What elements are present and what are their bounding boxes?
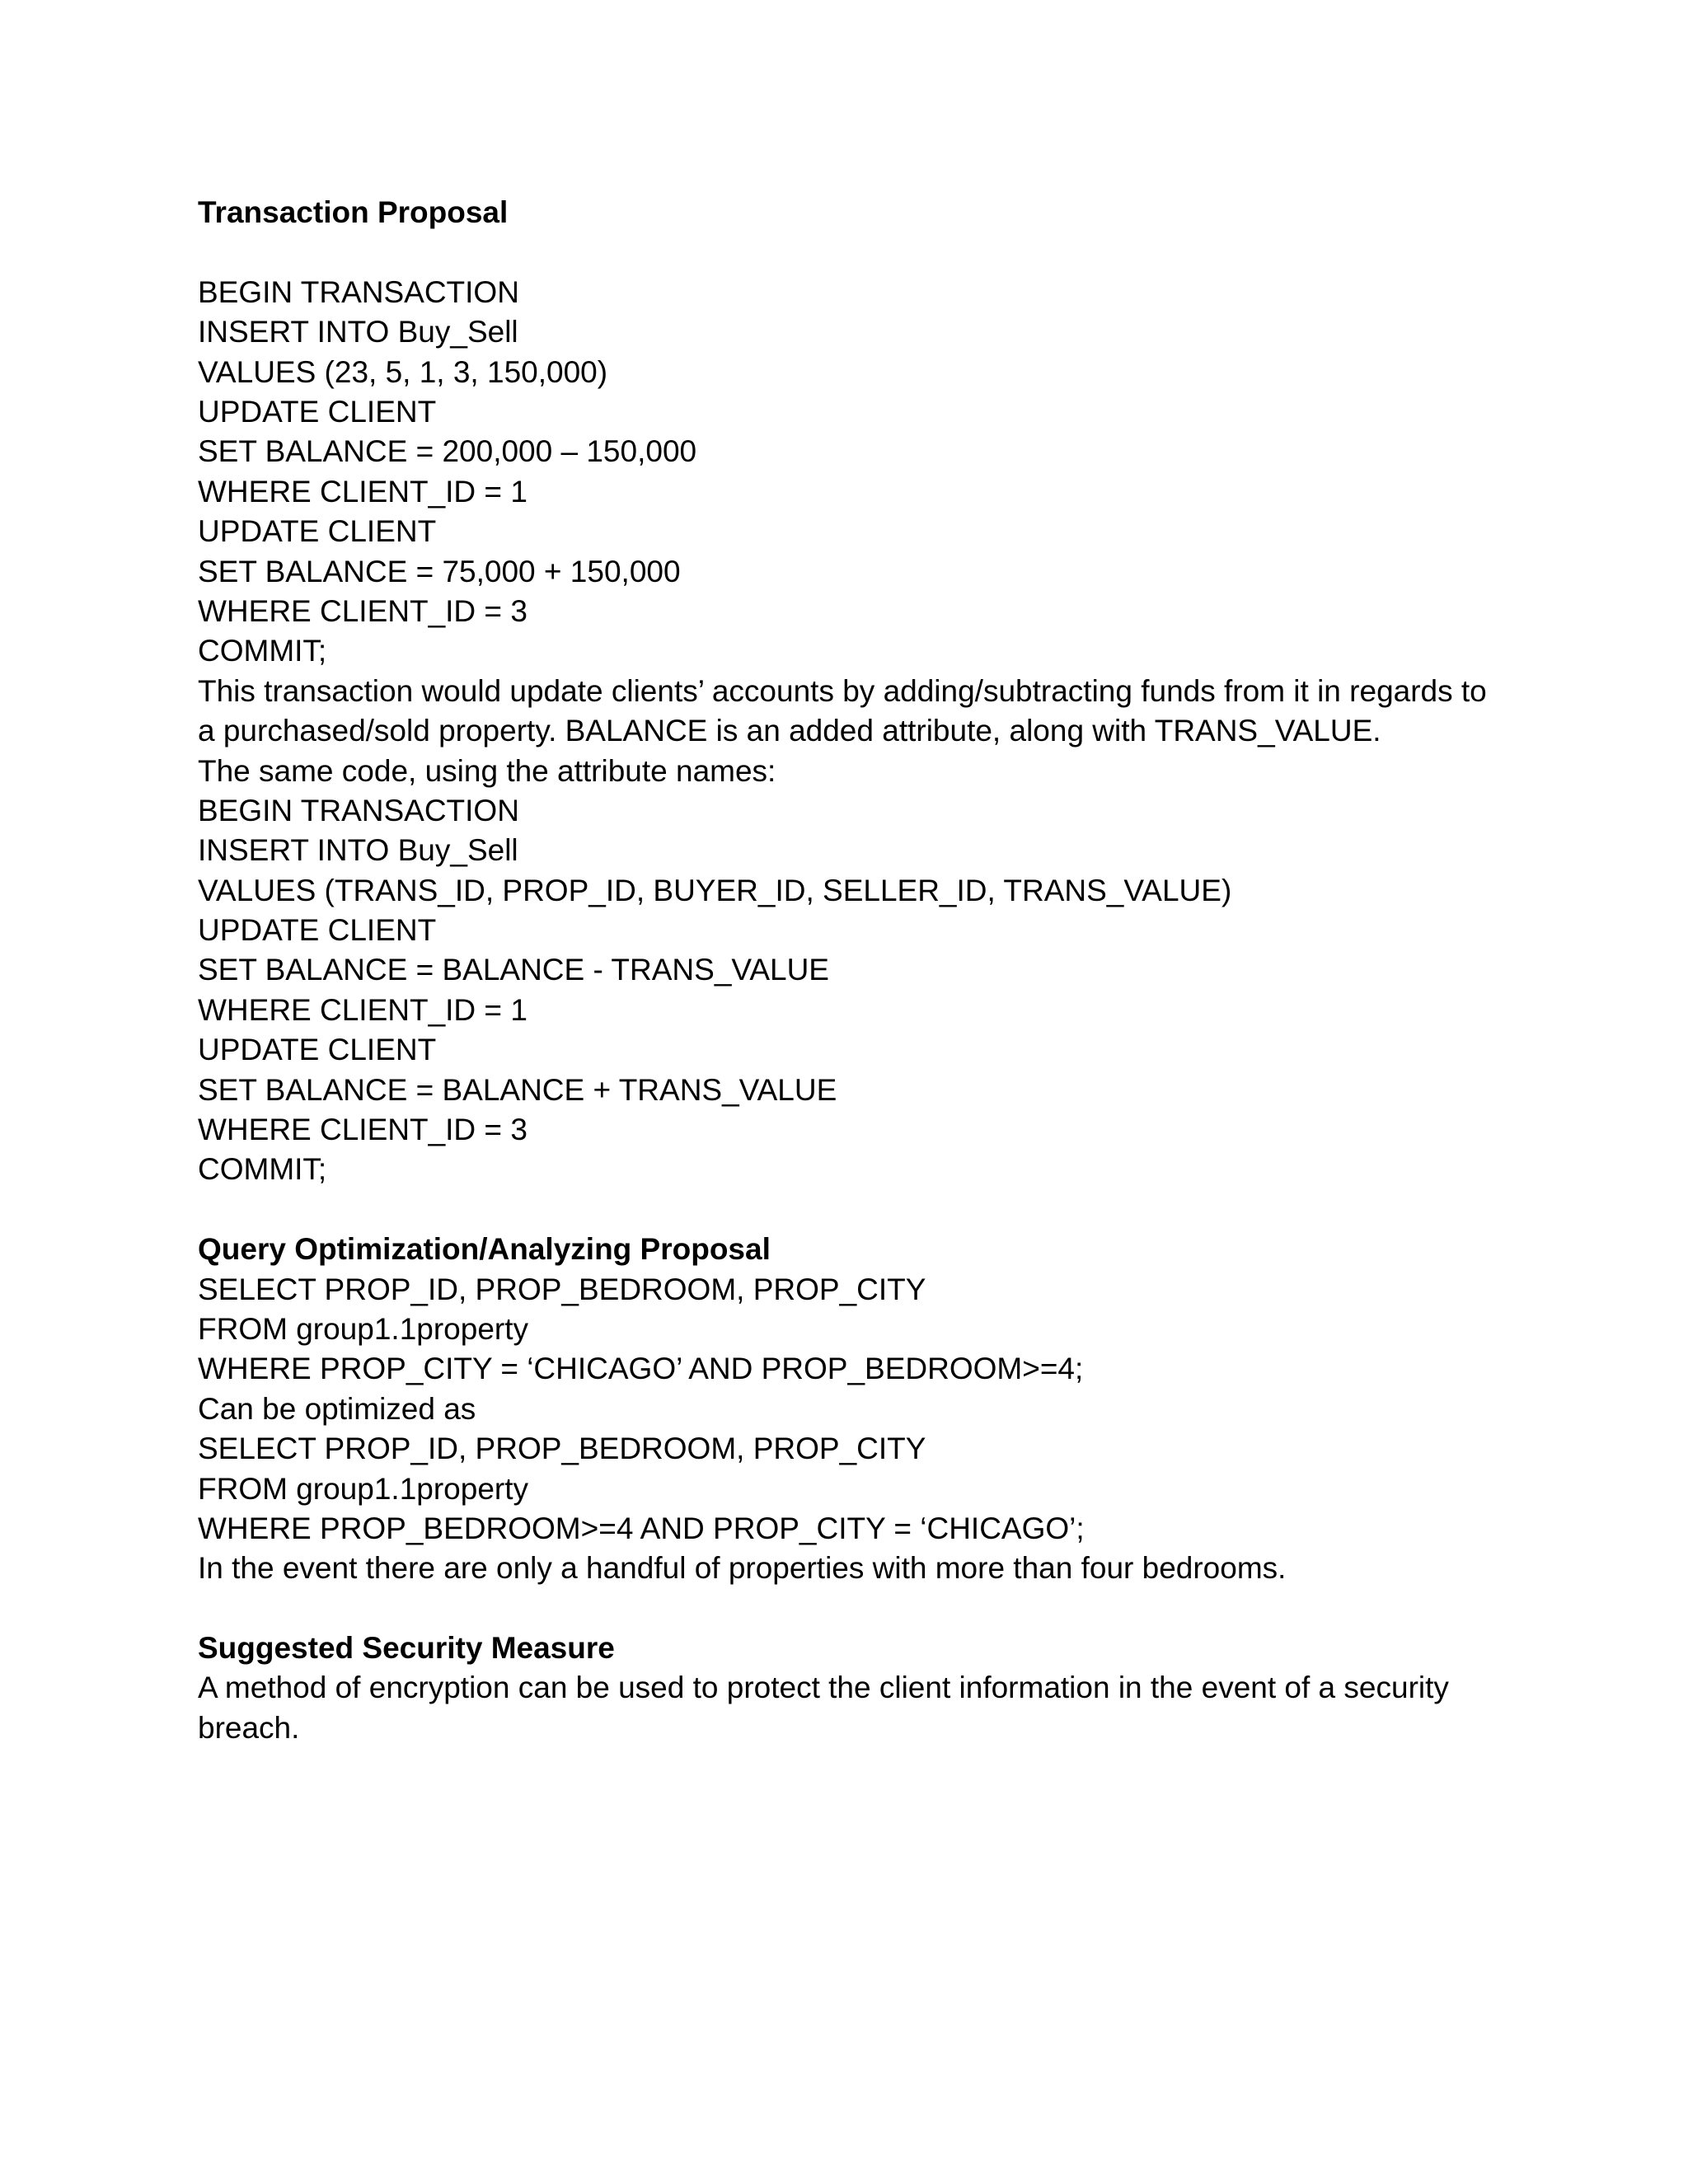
spacer (198, 1589, 1500, 1629)
code-line: VALUES (TRANS_ID, PROP_ID, BUYER_ID, SELLER_ID, TRANS_VALUE) (198, 873, 1232, 907)
code-line: UPDATE CLIENT (198, 394, 437, 429)
code-line: UPDATE CLIENT (198, 514, 437, 549)
code-line: BEGIN TRANSACTION (198, 793, 519, 827)
query-line: WHERE PROP_BEDROOM>=4 AND PROP_CITY = ‘CHICAGO’; (198, 1511, 1085, 1545)
query-line: FROM group1.1property (198, 1471, 529, 1506)
query-line: SELECT PROP_ID, PROP_BEDROOM, PROP_CITY (198, 1432, 926, 1466)
section-title-transaction: Transaction Proposal (198, 195, 509, 229)
code-line: WHERE CLIENT_ID = 3 (198, 593, 528, 628)
query-line: SELECT PROP_ID, PROP_BEDROOM, PROP_CITY (198, 1272, 926, 1306)
spacer (198, 232, 1500, 272)
sql-block-literal (198, 273, 1500, 672)
code-line: WHERE CLIENT_ID = 1 (198, 474, 528, 509)
code-line: SET BALANCE = 200,000 – 150,000 (198, 434, 697, 469)
same-code-intro: The same code, using the attribute names: (198, 753, 776, 788)
sql-block-attributes (198, 791, 1500, 1190)
security-text: A method of encryption can be used to protect the client information in the event of a security breach. (198, 1671, 1449, 1745)
code-line: COMMIT; (198, 634, 327, 668)
section-title-query: Query Optimization/Analyzing Proposal (198, 1232, 771, 1267)
query-line: WHERE PROP_CITY = ‘CHICAGO’ AND PROP_BEDROOM>=4; (198, 1352, 1084, 1386)
code-line: BEGIN TRANSACTION (198, 274, 519, 309)
code-line: UPDATE CLIENT (198, 1033, 437, 1067)
query-block (198, 1270, 1500, 1589)
code-line: INSERT INTO Buy_Sell (198, 315, 518, 349)
code-line: SET BALANCE = BALANCE - TRANS_VALUE (198, 953, 829, 987)
code-line: WHERE CLIENT_ID = 3 (198, 1113, 528, 1147)
document-body (198, 193, 1500, 1748)
code-line: SET BALANCE = 75,000 + 150,000 (198, 554, 681, 588)
spacer (198, 1190, 1500, 1230)
transaction-explanation: This transaction would update clients’ accounts by adding/subtracting funds from it in regards to a purchased/sold property. BALANCE is an added attribute, along with TRANS_VALUE. (198, 673, 1487, 748)
code-line: INSERT INTO Buy_Sell (198, 833, 518, 868)
section-title-security: Suggested Security Measure (198, 1631, 615, 1666)
code-line: VALUES (23, 5, 1, 3, 150,000) (198, 354, 608, 389)
code-line: WHERE CLIENT_ID = 1 (198, 992, 528, 1027)
query-line: In the event there are only a handful of properties with more than four bedrooms. (198, 1551, 1287, 1586)
code-line: UPDATE CLIENT (198, 913, 437, 948)
query-line: FROM group1.1property (198, 1311, 529, 1346)
code-line: COMMIT; (198, 1152, 327, 1187)
query-line: Can be optimized as (198, 1391, 476, 1426)
code-line: SET BALANCE = BALANCE + TRANS_VALUE (198, 1072, 837, 1107)
